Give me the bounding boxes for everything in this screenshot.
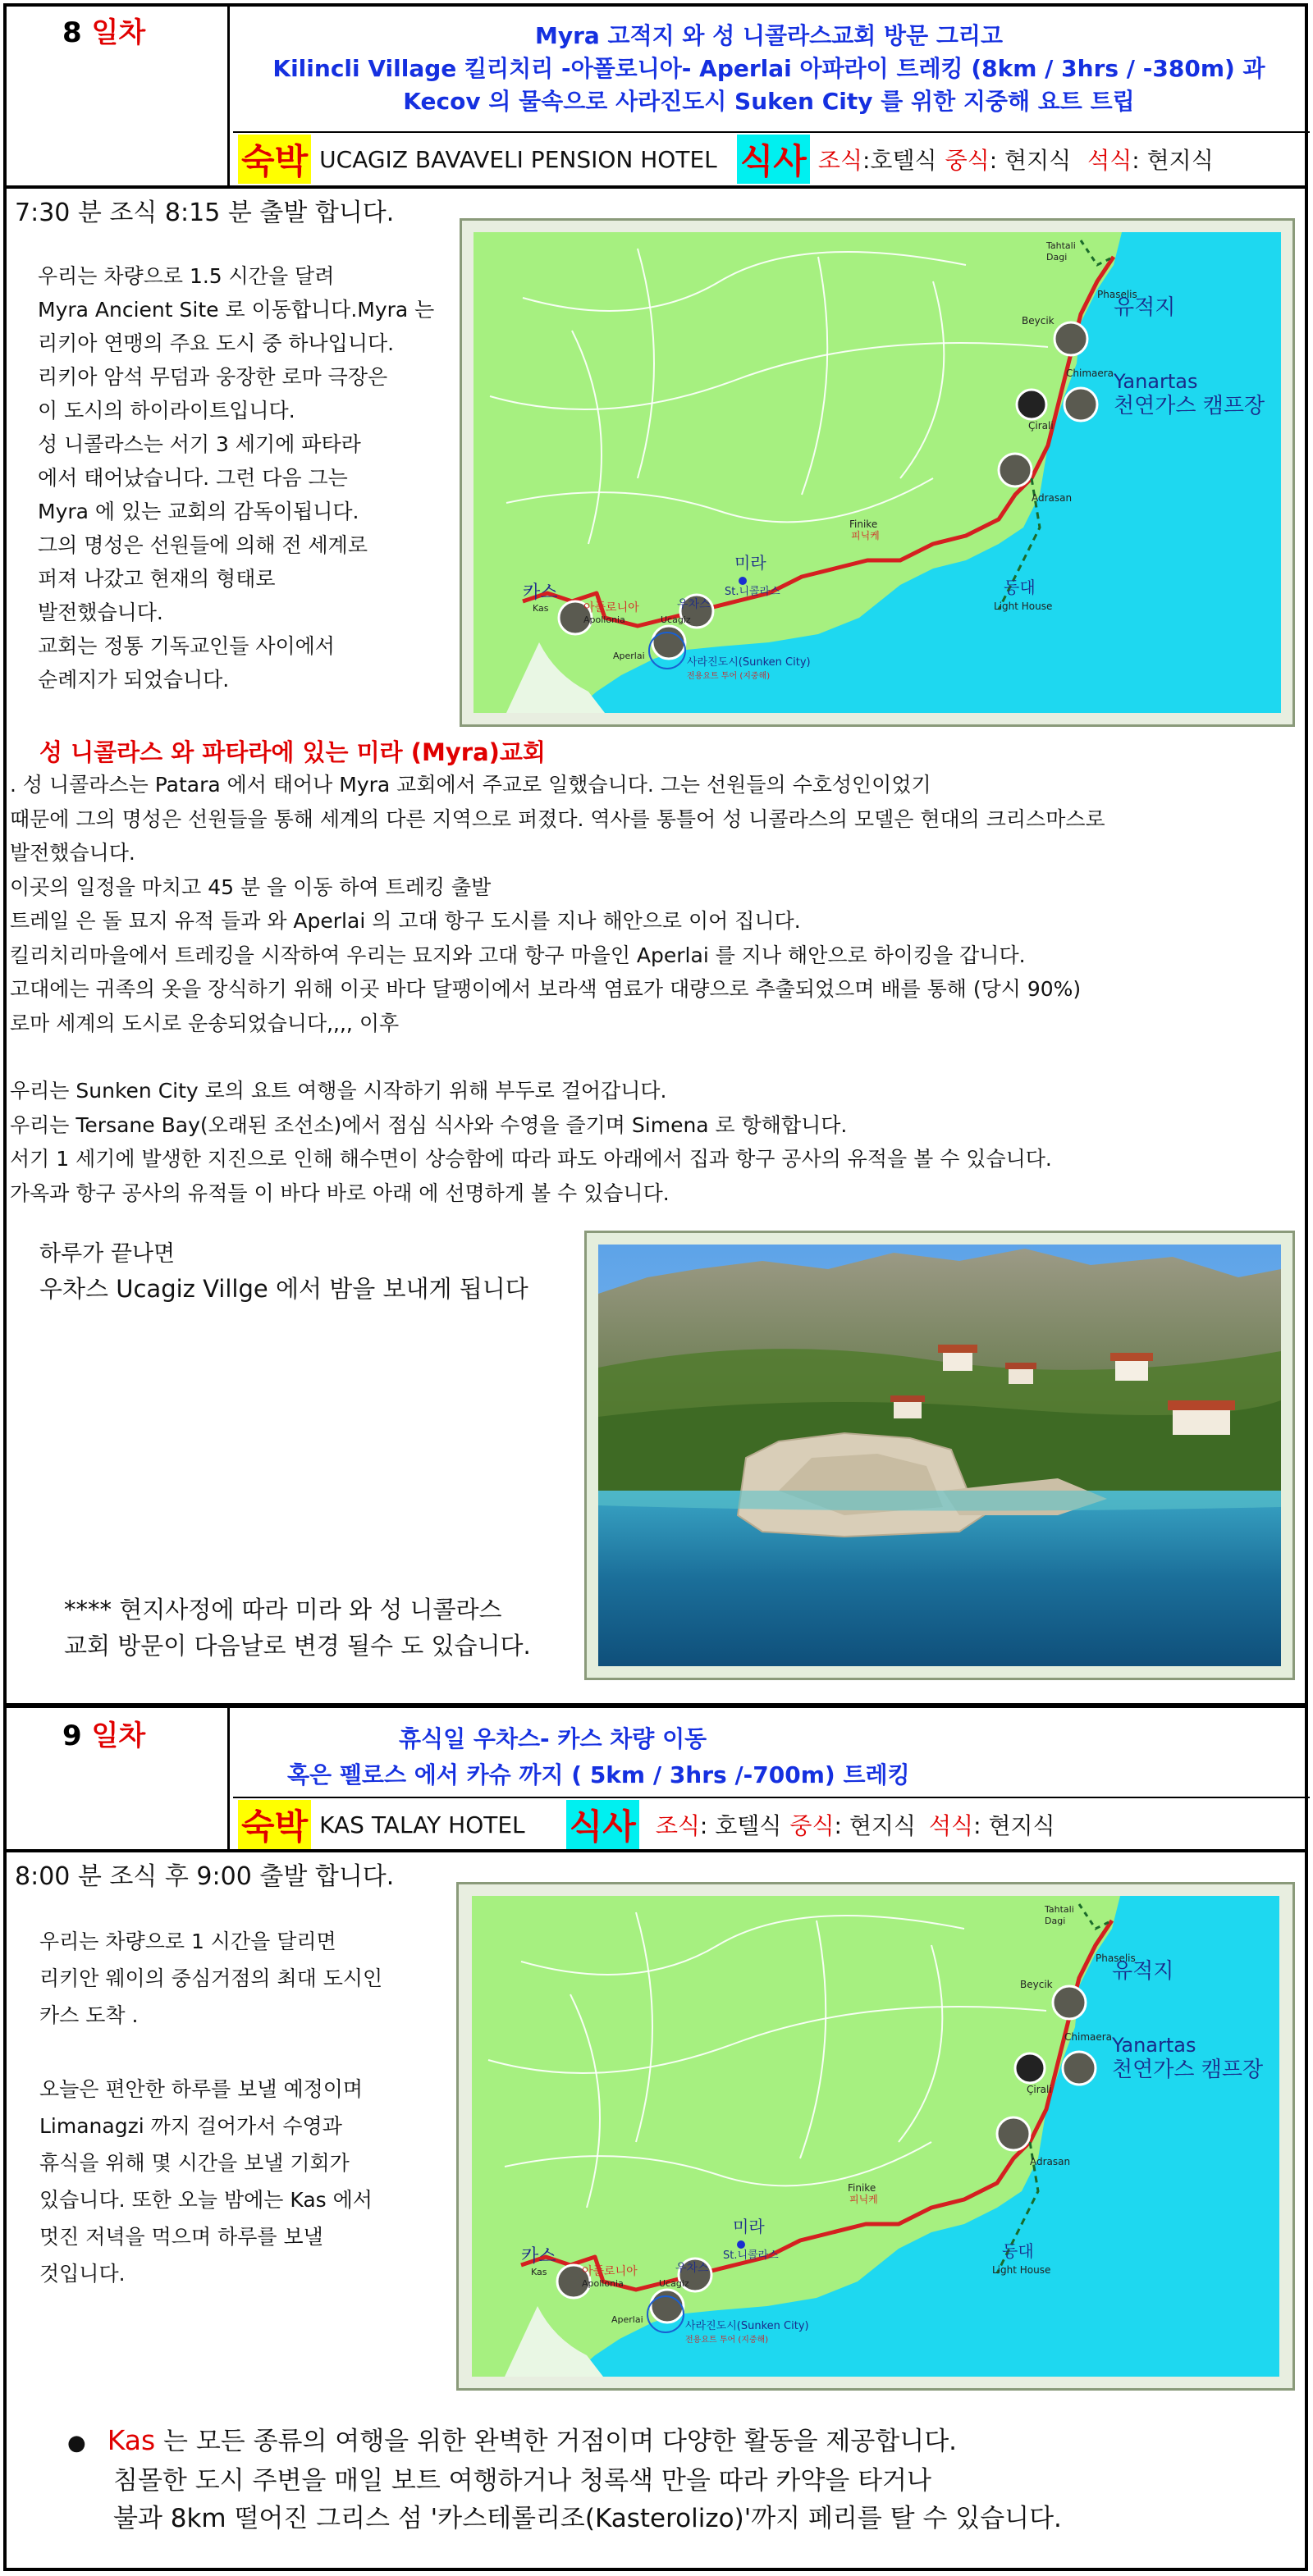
day8-photo-frame: [584, 1231, 1295, 1680]
map-label: Yanartas: [1112, 2034, 1196, 2057]
bullet-line: 불과 8km 떨어진 그리스 섬 '카스테롤리조(Kasterolizo)'까지 페리를 탈 수 있습니다.: [113, 2504, 1062, 2533]
text-line: 있습니다. 또한 오늘 밤에는 Kas 에서: [39, 2188, 373, 2212]
text-line: 멋진 저녁을 먹으며 하루를 보낼: [39, 2225, 323, 2249]
day8-lunch-value: : 현지식: [989, 147, 1072, 174]
day8-side-text: [38, 259, 434, 697]
map-label: Beycik: [1022, 315, 1055, 327]
text-line: **** 현지사정에 따라 미라 와 성 니콜라스: [64, 1596, 502, 1624]
text-line: 이 도시의 하이라이트입니다.: [38, 399, 295, 422]
text-line: 리키아 암석 무덤과 웅장한 로마 극장은: [38, 365, 388, 389]
day8-dinner-value: : 현지식: [1132, 147, 1214, 174]
day8-evening-text: [39, 1237, 528, 1306]
day9-intro: 8:00 분 조식 후 9:00 출발 합니다.: [15, 1862, 395, 1891]
map-label: 카스: [523, 582, 558, 603]
text-line: . 성 니콜라스는 Patara 에서 태어나 Myra 교회에서 주교로 일했습니다. 그는 선원들의 수호성인이었기: [10, 773, 931, 797]
text-line: 우리는 차량으로 1 시간을 달리면: [39, 1930, 336, 1953]
day8-word: 일차: [91, 16, 146, 49]
map-photo-marker: [1055, 322, 1087, 355]
map-label: 우차스: [675, 2262, 709, 2275]
text-line: 휴식을 위해 몇 시간을 보낼 기회가: [39, 2151, 350, 2175]
map-label: 카스: [521, 2246, 556, 2267]
day9-lodging-row: [233, 1797, 1310, 1851]
text-line: 우리는 Sunken City 로의 요트 여행을 시작하기 위해 부두로 걸어갑니다.: [10, 1079, 667, 1103]
map-label: 전용요트 투어 (지중해): [687, 672, 771, 681]
map-label: 미라: [734, 553, 766, 573]
map-label: St.니콜라스: [725, 586, 780, 598]
map-label: Light House: [994, 601, 1053, 612]
day8-title-line: Kilincli Village 킬리치리 -아폴로니아- Aperlai 아파라이 트레킹 (8km / 3hrs / -380m) 과: [272, 55, 1265, 82]
day8-note: [64, 1592, 531, 1664]
text-line: 에서 태어났습니다. 그런 다음 그는: [38, 466, 348, 490]
map-label: Chimaera: [1064, 2031, 1113, 2043]
bullet-line: 침몰한 도시 주변을 매일 보트 여행하거나 청록색 만을 따라 카약을 타거나: [113, 2466, 931, 2496]
day9-meal-label: 식사: [566, 1800, 639, 1849]
day9-lodging-label: 숙박: [238, 1800, 311, 1849]
text-line: 우차스 Ucagiz Villge 에서 밤을 보내게 됩니다: [39, 1275, 528, 1303]
day9-dinner-value: : 현지식: [973, 1812, 1055, 1839]
camp-icon: [1017, 390, 1046, 419]
day9-breakfast-label: 조식: [655, 1812, 700, 1839]
day8-lodging-label: 숙박: [238, 135, 311, 184]
text-line: 이곳의 일정을 마치고 45 분 을 이동 하여 트레킹 출발: [10, 875, 492, 899]
text-line: 트레일 은 돌 묘지 유적 들과 와 Aperlai 의 고대 항구 도시를 지나 해안으로 이어 집니다.: [10, 909, 801, 933]
text-line: 우리는 차량으로 1.5 시간을 달려: [38, 264, 335, 288]
day9-dinner-label: 석식: [929, 1812, 974, 1839]
bullet-highlight: Kas: [107, 2424, 156, 2456]
map-label: 피닉케: [849, 2194, 878, 2205]
map-label: Dagi: [1045, 1916, 1066, 1926]
day9-side-text: [39, 1923, 382, 2292]
text-line: 서기 1 세기에 발생한 지진으로 인해 해수면이 상승함에 따라 파도 아래에서 집과 항구 공사의 유적을 볼 수 있습니다.: [10, 1147, 1052, 1171]
map-label: Kas: [531, 2267, 547, 2277]
day9-breakfast-value: : 호텔식: [699, 1812, 782, 1839]
text-line: 그의 명성은 선원들에 의해 전 세계로: [38, 533, 368, 557]
day9-number: 9: [62, 1720, 82, 1752]
map-photo-marker: [1063, 2052, 1096, 2085]
day8-body-text: [10, 768, 1105, 1210]
map-label: Dagi: [1046, 252, 1068, 263]
day8-subheading: 성 니콜라스 와 파타라에 있는 미라 (Myra)교회: [39, 738, 546, 766]
map-label: Yanartas: [1114, 370, 1198, 393]
text-line: 퍼져 나갔고 현재의 형태로: [38, 567, 276, 591]
map-label: 유적지: [1114, 295, 1176, 320]
text-line: 성 니콜라스는 서기 3 세기에 파타라: [38, 432, 361, 456]
map-label: Beycik: [1020, 1979, 1053, 1990]
map-location-dot: [739, 577, 747, 585]
day8-route-map: [460, 218, 1295, 727]
camp-icon: [1015, 2053, 1045, 2083]
map-photo-marker: [1064, 388, 1097, 421]
day8-title-line: Myra 고적지 와 성 니콜라스교회 방문 그리고: [534, 22, 1004, 49]
map-label: 우차스: [677, 598, 711, 611]
divider: [3, 185, 1308, 189]
sunken-city-photo: [598, 1245, 1281, 1666]
text-line: 것입니다.: [39, 2262, 126, 2286]
day9-route-map: [456, 1882, 1295, 2391]
map-label: Adrasan: [1032, 492, 1073, 504]
map-label: Kas: [533, 603, 549, 614]
day9-title: [287, 1721, 910, 1793]
map-label: Ucagiz: [659, 2278, 689, 2289]
text-line: 가옥과 항구 공사의 유적들 이 바다 바로 아래 에 선명하게 볼 수 있습니다.: [10, 1181, 670, 1205]
map-label: 등대: [1004, 578, 1036, 597]
map-label: Tahtali: [1046, 240, 1076, 251]
map-label: 미라: [733, 2217, 765, 2236]
text-line: 발전했습니다.: [38, 601, 163, 624]
map-photo-marker: [997, 2117, 1030, 2150]
day9-lunch-label: 중식: [789, 1812, 835, 1839]
map-photo-marker: [1053, 1986, 1086, 2019]
map-photo-marker: [651, 2290, 684, 2323]
map-label: 아폴로니아: [582, 2265, 638, 2278]
day8-meal-label: 식사: [737, 135, 810, 184]
text-line: 발전했습니다.: [10, 841, 135, 865]
text-line: 순례지가 되었습니다.: [38, 668, 230, 692]
text-line: 하루가 끝나면: [39, 1241, 176, 1267]
bullet-line: [67, 2422, 1062, 2462]
day8-intro: 7:30 분 조식 8:15 분 출발 합니다.: [15, 199, 395, 227]
bullet-text: 는 모든 종류의 여행을 위한 완벽한 거점이며 다양한 활동을 제공합니다.: [155, 2427, 957, 2456]
map-photo-marker: [652, 626, 685, 659]
text-line: 킬리치리마을에서 트레킹을 시작하여 우리는 묘지와 고대 항구 마을인 Aperlai 를 지나 해안으로 하이킹을 갑니다.: [10, 943, 1026, 967]
map-label: 전용요트 투어 (지중해): [685, 2336, 769, 2345]
map-label: Çirali: [1027, 2084, 1052, 2095]
map-label: St.니콜라스: [723, 2249, 779, 2262]
day8-title: [233, 20, 1305, 118]
day9-word: 일차: [91, 1720, 146, 1752]
map-label: Ucagiz: [661, 614, 691, 625]
day8-label-cell: [3, 3, 230, 187]
day9-title-line: 휴식일 우차스- 카스 차량 이동: [399, 1725, 707, 1752]
text-line: 우리는 Tersane Bay(오래된 조선소)에서 점심 식사와 수영을 즐기며 Simena 로 항해합니다.: [10, 1112, 848, 1137]
route-map-graphic: [470, 1896, 1281, 2377]
day8-title-line: Kecov 의 물속으로 사라진도시 Suken City 를 위한 지중해 요트 트립: [403, 88, 1135, 115]
map-label: Apollonia: [583, 614, 625, 625]
day8-lunch-label: 중식: [945, 147, 990, 174]
text-line: 리키아 연맹의 주요 도시 중 하나입니다.: [38, 331, 395, 355]
text-line: Limanagzi 까지 걸어가서 수영과: [39, 2114, 342, 2138]
map-label: Tahtali: [1045, 1904, 1074, 1915]
map-label: 사라진도시(Sunken City): [687, 656, 811, 669]
map-label: 천연가스 캠프장: [1114, 394, 1265, 418]
map-label: 유적지: [1112, 1959, 1174, 1984]
day8-lodging-value: UCAGIZ BAVAVELI PENSION HOTEL: [319, 145, 717, 173]
map-label: 천연가스 캠프장: [1112, 2058, 1264, 2082]
day9-label-cell: [3, 1706, 230, 1849]
text-line: Myra 에 있는 교회의 감독이됩니다.: [38, 500, 359, 523]
map-photo-marker: [999, 454, 1032, 486]
map-label: Phaselis: [1097, 289, 1137, 300]
day8-lodging-row: [233, 131, 1310, 185]
day9-bullet: [67, 2422, 1062, 2537]
map-label: 등대: [1002, 2241, 1034, 2261]
map-label: Finike: [849, 518, 878, 530]
map-label: Chimaera: [1066, 368, 1114, 379]
route-map-graphic: [474, 232, 1281, 713]
bullet-dot: ●: [67, 2431, 86, 2455]
day9-lunch-value: : 현지식: [834, 1812, 916, 1839]
map-label: Adrasan: [1030, 2156, 1071, 2167]
text-line: 고대에는 귀족의 옷을 장식하기 위해 이곳 바다 달팽이에서 보라색 염료가 대량으로 추출되었으며 배를 통해 (당시 90%): [10, 977, 1082, 1001]
text-line: [39, 2034, 382, 2071]
map-label: Light House: [992, 2264, 1051, 2276]
day8-number: 8: [62, 16, 82, 49]
day8-breakfast-label: 조식: [817, 147, 862, 174]
text-line: 교회는 정통 기독교인들 사이에서: [38, 634, 335, 658]
map-label: Finike: [848, 2182, 876, 2194]
map-label: Aperlai: [613, 651, 645, 661]
day8-label: [62, 10, 145, 50]
text-line: [10, 1040, 1105, 1074]
map-label: 사라진도시(Sunken City): [685, 2320, 809, 2332]
text-line: 리키안 웨이의 중심거점의 최대 도시인: [39, 1966, 383, 1990]
text-line: 때문에 그의 명성은 선원들을 통해 세계의 다른 지역으로 퍼졌다. 역사를 통틀어 성 니콜라스의 모델은 현대의 크리스마스로: [10, 806, 1105, 831]
map-label: Apollonia: [582, 2278, 624, 2289]
map-location-dot: [737, 2240, 745, 2249]
map-label: Aperlai: [611, 2314, 643, 2325]
text-line: 오늘은 편안한 하루를 보낼 예정이며: [39, 2077, 364, 2101]
map-label: Çirali: [1028, 420, 1054, 432]
day9-label: [62, 1713, 145, 1753]
text-line: 로마 세계의 도시로 운송되었습니다,,,, 이후: [10, 1011, 400, 1035]
text-line: Myra Ancient Site 로 이동합니다.Myra 는: [38, 298, 435, 322]
day8-breakfast-value: :호텔식: [862, 147, 937, 174]
map-label: 피닉케: [851, 530, 880, 541]
divider: [3, 1849, 1308, 1852]
text-line: 카스 도착 .: [39, 2003, 139, 2027]
text-line: 교회 방문이 다음날로 변경 될수 도 있습니다.: [64, 1632, 531, 1660]
map-label: 아폴로니아: [583, 601, 639, 614]
day9-lodging-value: KAS TALAY HOTEL: [319, 1811, 525, 1838]
day8-dinner-label: 석식: [1087, 147, 1132, 174]
map-label: Phaselis: [1096, 1953, 1136, 1964]
day9-title-line: 혹은 펠로스 에서 카슈 까지 ( 5km / 3hrs /-700m) 트레킹: [287, 1761, 910, 1788]
